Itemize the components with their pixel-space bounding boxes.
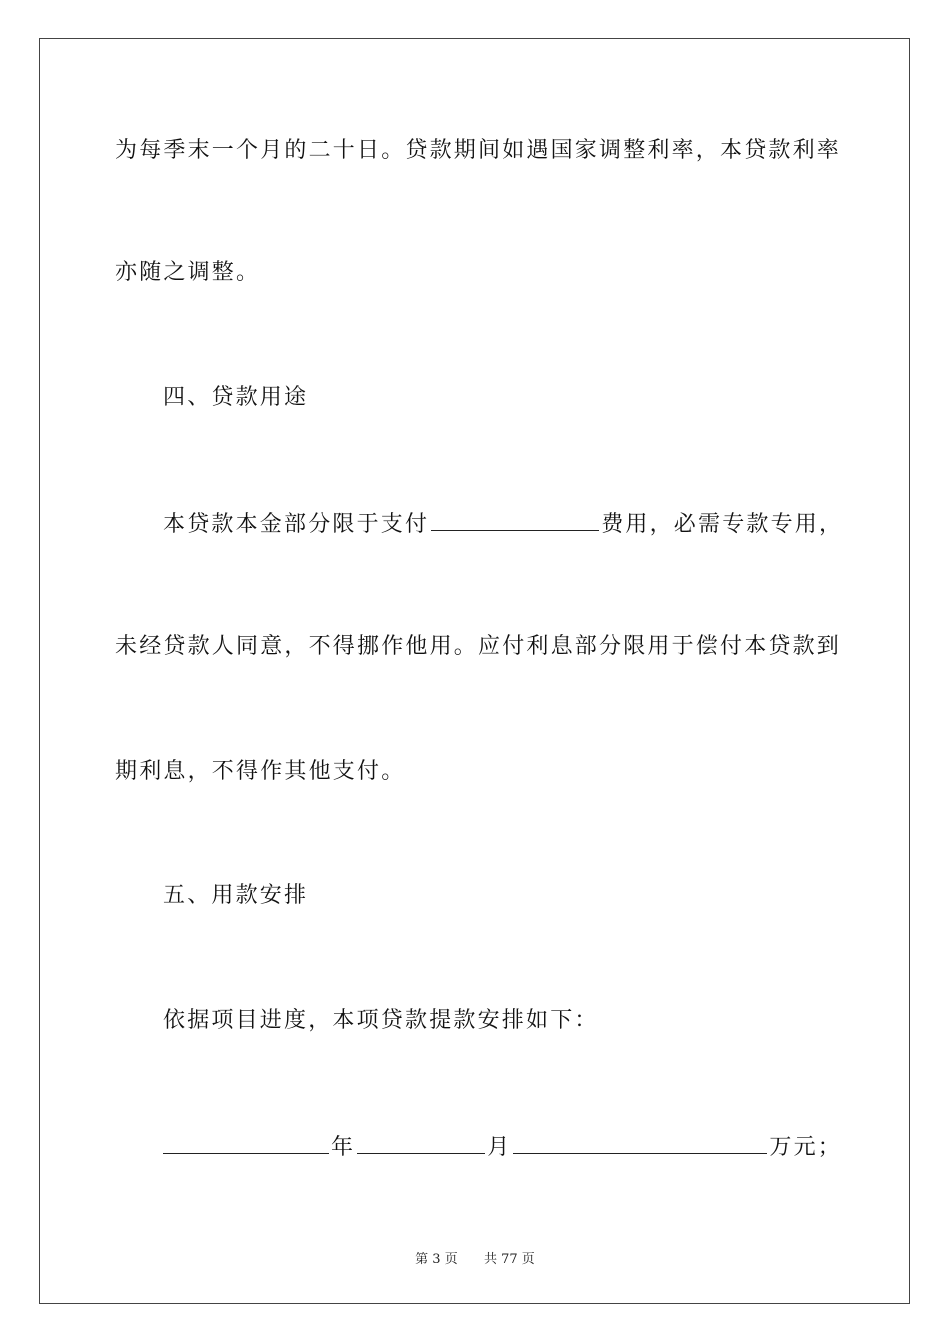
fill-in-blank-fee[interactable] — [431, 508, 599, 531]
paragraph-line: 亦随之调整。 — [115, 260, 261, 285]
section-heading-4: 四、贷款用途 — [163, 385, 309, 410]
year-label: 年 — [331, 1135, 356, 1160]
fill-in-blank-amount[interactable] — [513, 1131, 767, 1154]
page-footer — [0, 1248, 950, 1267]
paragraph-line: 未经贷款人同意，不得挪作他用。应付利息部分限用于偿付本贷款到 — [115, 634, 842, 659]
paragraph-line: 期利息，不得作其他支付。 — [115, 759, 406, 784]
total-pages: 共 77 页 — [484, 1252, 535, 1267]
section-heading-5: 五、用款安排 — [163, 883, 309, 908]
page-frame — [39, 38, 910, 1304]
paragraph-line: 依据项目进度，本项贷款提款安排如下： — [163, 1008, 599, 1033]
text-fragment: 费用，必需专款专用， — [601, 512, 844, 537]
month-label: 月 — [487, 1135, 512, 1160]
paragraph-line-with-blank — [163, 508, 843, 540]
fill-in-blank-month[interactable] — [357, 1131, 485, 1154]
text-fragment: 本贷款本金部分限于支付 — [163, 512, 430, 537]
draw-schedule-line — [163, 1131, 842, 1163]
amount-unit-label: 万元； — [769, 1135, 843, 1160]
paragraph-line: 为每季末一个月的二十日。贷款期间如遇国家调整利率，本贷款利率 — [115, 138, 842, 163]
fill-in-blank-year[interactable] — [163, 1131, 329, 1154]
page-number: 第 3 页 — [415, 1252, 458, 1267]
